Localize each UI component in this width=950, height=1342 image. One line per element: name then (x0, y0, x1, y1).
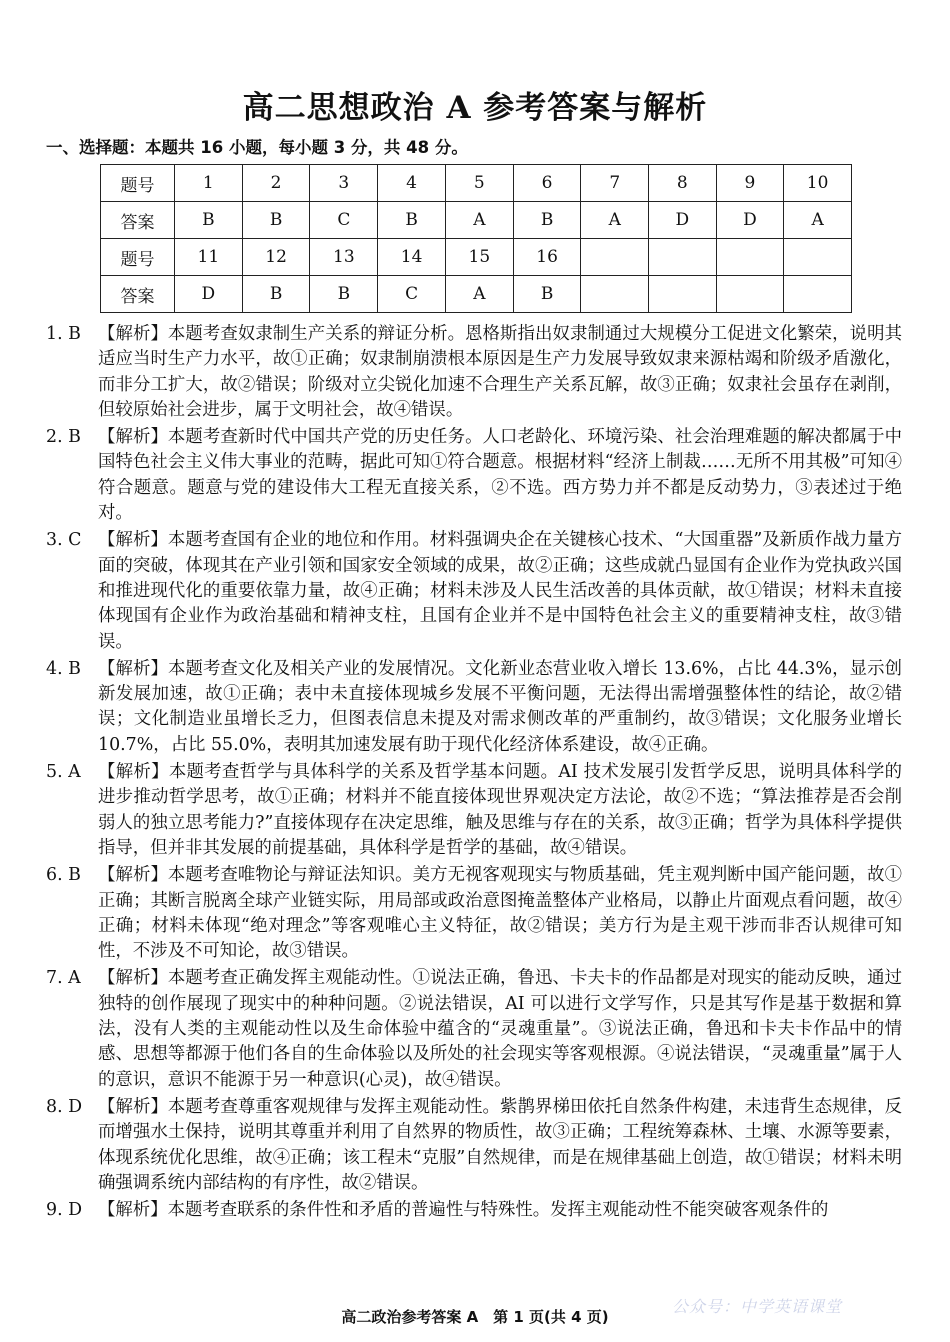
answer-cell: B (242, 202, 310, 239)
item-number: 2. B (46, 427, 81, 448)
answer-cell: D (649, 202, 717, 239)
question-number: 2 (242, 165, 310, 202)
item-text: 【解析】本题考查奴隶制生产关系的辩证分析。恩格斯指出奴隶制通过大规模分工促进文化繁荣，说明其适应当时生产力水平，故①正确；奴隶制崩溃根本原因是生产力发展导致奴隶来源枯竭和阶级矛盾激化，而非分工扩大，故②错误；阶级对立尖锐化加速不合理生产关系瓦解，故③正确；奴隶社会虽存在剥削，但较原始社会进步，属于文明社会，故④错误。 (98, 324, 902, 420)
item-number: 4. B (46, 658, 81, 679)
question-number: 8 (649, 165, 717, 202)
answer-cell: B (513, 276, 581, 313)
page-footer: 高二政治参考答案 A 第 1 页(共 4 页) (341, 1308, 609, 1326)
item-number: 5. A (46, 762, 81, 783)
explanation-item (46, 657, 902, 758)
item-number: 3. C (46, 530, 82, 551)
answer-cell (581, 276, 649, 313)
row-label: 答案 (101, 276, 175, 313)
answer-cell: B (378, 202, 446, 239)
answer-cell: B (174, 202, 242, 239)
answer-cell: C (310, 202, 378, 239)
question-number (716, 239, 784, 276)
item-text: 【解析】本题考查新时代中国共产党的历史任务。人口老龄化、环境污染、社会治理难题的解决都属于中国特色社会主义伟大事业的范畴，据此可知①符合题意。根据材料“经济上制裁……无所不用其极”可知④符合题意。题意与党的建设伟大工程无直接关系，②不选。西方势力并不都是反动势力，③表述过于绝对。 (98, 427, 902, 524)
item-text: 【解析】本题考查文化及相关产业的发展情况。文化新业态营业收入增长 13.6%，占比 44.3%，显示创新发展加速，故①正确；表中未直接体现城乡发展不平衡问题，无法得出需增强整体性的结论，故②错误；文化制造业虽增长乏力，但图表信息未提及对需求侧改革的严重制约，故③错误；文化服务业增长 10.7%，占比 55.0%，表明其加速发展有助于现代化经济体系建设，故④正确。 (98, 658, 902, 755)
watermark: 公众号：中学英语课堂 (672, 1297, 843, 1316)
answer-cell: B (242, 276, 310, 313)
question-number: 12 (242, 239, 310, 276)
question-number: 15 (445, 239, 513, 276)
item-text: 【解析】本题考查联系的条件性和矛盾的普遍性与特殊性。发挥主观能动性不能突破客观条件的 (98, 1200, 829, 1221)
answer-cell: D (174, 276, 242, 313)
item-text: 【解析】本题考查唯物论与辩证法知识。美方无视客观现实与物质基础，凭主观判断中国产能问题，故①正确；其断言脱离全球产业链实际，用局部或政治意图掩盖整体产业格局，以静止片面观点看问题，故④正确；材料未体现“绝对理念”等客观唯心主义特征，故②错误；美方行为是主观干涉而非否认规律可知性，不涉及不可知论，故③错误。 (98, 865, 902, 962)
table-row (101, 202, 852, 239)
explanation-item (46, 425, 902, 526)
answer-cell: B (310, 276, 378, 313)
section-heading: 一、选择题：本题共 16 小题，每小题 3 分，共 48 分。 (46, 138, 468, 157)
item-number: 1. B (46, 324, 81, 344)
item-text: 【解析】本题考查国有企业的地位和作用。材料强调央企在关键核心技术、“大国重器”及新质作战力量方面的突破，体现其在产业引领和国家安全领域的成果，故②正确；这些成就凸显国有企业作为党执政兴国和推进现代化的重要依靠力量，故④正确；材料未涉及人民生活改善的具体贡献，故①错误；材料未直接体现国有企业作为政治基础和精神支柱，且国有企业并不是中国特色社会主义的重要精神支柱，故③错误。 (98, 530, 902, 652)
explanation-item (46, 1095, 902, 1196)
question-number: 11 (174, 239, 242, 276)
row-label: 题号 (101, 239, 175, 276)
question-number: 14 (378, 239, 446, 276)
answer-cell: A (784, 202, 852, 239)
question-number: 10 (784, 165, 852, 202)
item-number: 9. D (46, 1200, 83, 1221)
answer-cell: A (445, 202, 513, 239)
item-text: 【解析】本题考查正确发挥主观能动性。①说法正确，鲁迅、卡夫卡的作品都是对现实的能动反映，通过独特的创作展现了现实中的种种问题。②说法错误，AI 可以进行文学写作，只是其写作是基于数据和算法，没有人类的主观能动性以及生命体验中蕴含的“灵魂重量”。③说法正确，鲁迅和卡夫卡作品中的情感、思想等都源于他们各自的生命体验以及所处的社会现实等客观根源。④说法错误，“灵魂重量”属于人的意识，意识不能源于另一种意识(心灵)，故④错误。 (98, 968, 902, 1090)
explanation-item (46, 966, 902, 1092)
table-row (101, 276, 852, 313)
explanation-item (46, 863, 902, 964)
page-title: 高二思想政治 A 参考答案与解析 (242, 90, 708, 126)
question-number (649, 239, 717, 276)
explanation-item (46, 1198, 902, 1223)
question-number: 1 (174, 165, 242, 202)
question-number: 5 (445, 165, 513, 202)
answer-cell (784, 276, 852, 313)
answer-cell (716, 276, 784, 313)
item-number: 7. A (46, 968, 81, 989)
answer-cell: D (716, 202, 784, 239)
question-number: 16 (513, 239, 581, 276)
explanation-item (46, 528, 902, 654)
question-number: 9 (716, 165, 784, 202)
explanation-item (46, 760, 902, 861)
row-label: 题号 (101, 165, 175, 202)
item-number: 6. B (46, 865, 81, 886)
answer-cell: B (513, 202, 581, 239)
question-number: 7 (581, 165, 649, 202)
answer-cell (649, 276, 717, 313)
item-text: 【解析】本题考查尊重客观规律与发挥主观能动性。紫鹊界梯田依托自然条件构建，未违背生态规律，反而增强水土保持，说明其尊重并利用了自然界的物质性，故③正确；工程统筹森林、土壤、水源等要素，体现系统优化思维，故④正确；该工程未“克服”自然规律，而是在规律基础上创造，故①错误；材料未明确强调系统内部结构的有序性，故②错误。 (98, 1096, 902, 1193)
question-number (581, 239, 649, 276)
question-number: 4 (378, 165, 446, 202)
question-number: 13 (310, 239, 378, 276)
answer-cell: A (581, 202, 649, 239)
answer-cell: C (378, 276, 446, 313)
table-row (101, 239, 852, 276)
item-number: 8. D (46, 1096, 83, 1117)
explanation-list (46, 322, 902, 1225)
question-number (784, 239, 852, 276)
row-label: 答案 (101, 202, 175, 239)
question-number: 6 (513, 165, 581, 202)
item-text: 【解析】本题考查哲学与具体科学的关系及哲学基本问题。AI 技术发展引发哲学反思，说明具体科学的进步推动哲学思考，故①正确；材料并不能直接体现世界观决定方法论，故②不选；“算法推荐是否会削弱人的独立思考能力?”直接体现存在决定思维，触及思维与存在的关系，故③正确；哲学为具体科学提供指导，但并非其发展的前提基础，具体科学是哲学的基础，故④错误。 (98, 762, 902, 858)
explanation-item (46, 322, 902, 423)
question-number: 3 (310, 165, 378, 202)
answer-cell: A (445, 276, 513, 313)
table-row (101, 165, 852, 202)
answer-table (100, 164, 852, 313)
